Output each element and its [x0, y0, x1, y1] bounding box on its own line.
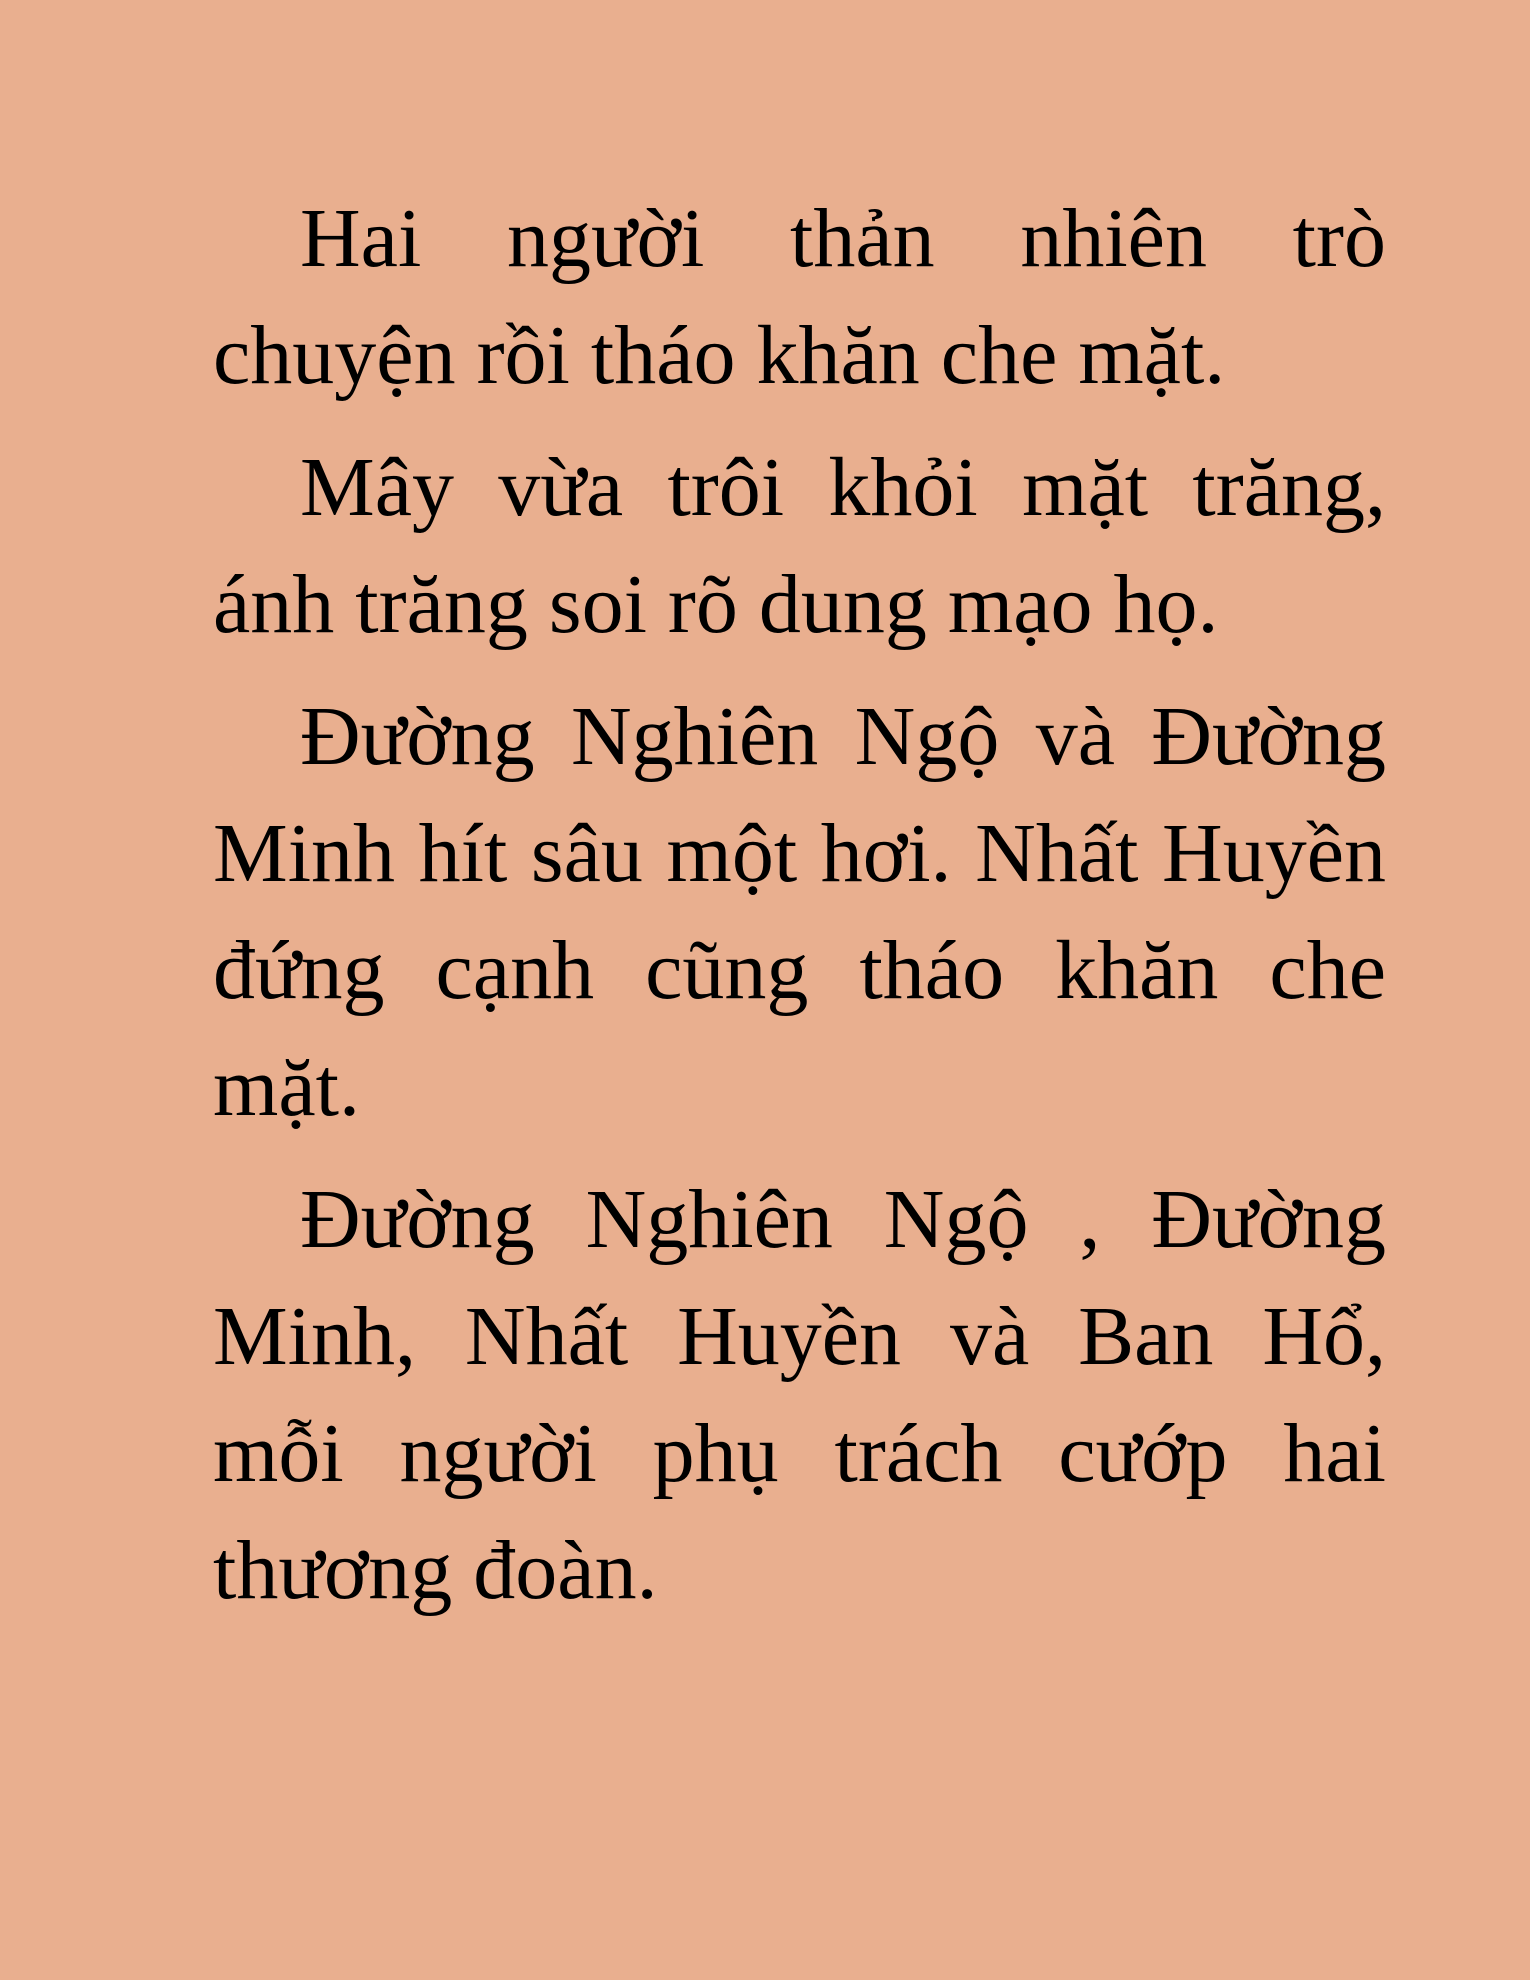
paragraph-1: Hai người thản nhiên trò chuyện rồi tháo khăn che mặt. — [213, 192, 1386, 402]
paragraph-4: Đường Nghiên Ngộ , Đường Minh, Nhất Huyền và Ban Hổ, mỗi người phụ trách cướp hai thương đoàn. — [213, 1173, 1386, 1617]
paragraph-3: Đường Nghiên Ngộ và Đường Minh hít sâu một hơi. Nhất Huyền đứng cạnh cũng tháo khăn che mặt. — [213, 690, 1386, 1134]
story-text — [213, 180, 1386, 1629]
paragraph-2: Mây vừa trôi khỏi mặt trăng, ánh trăng soi rõ dung mạo họ. — [213, 441, 1386, 651]
